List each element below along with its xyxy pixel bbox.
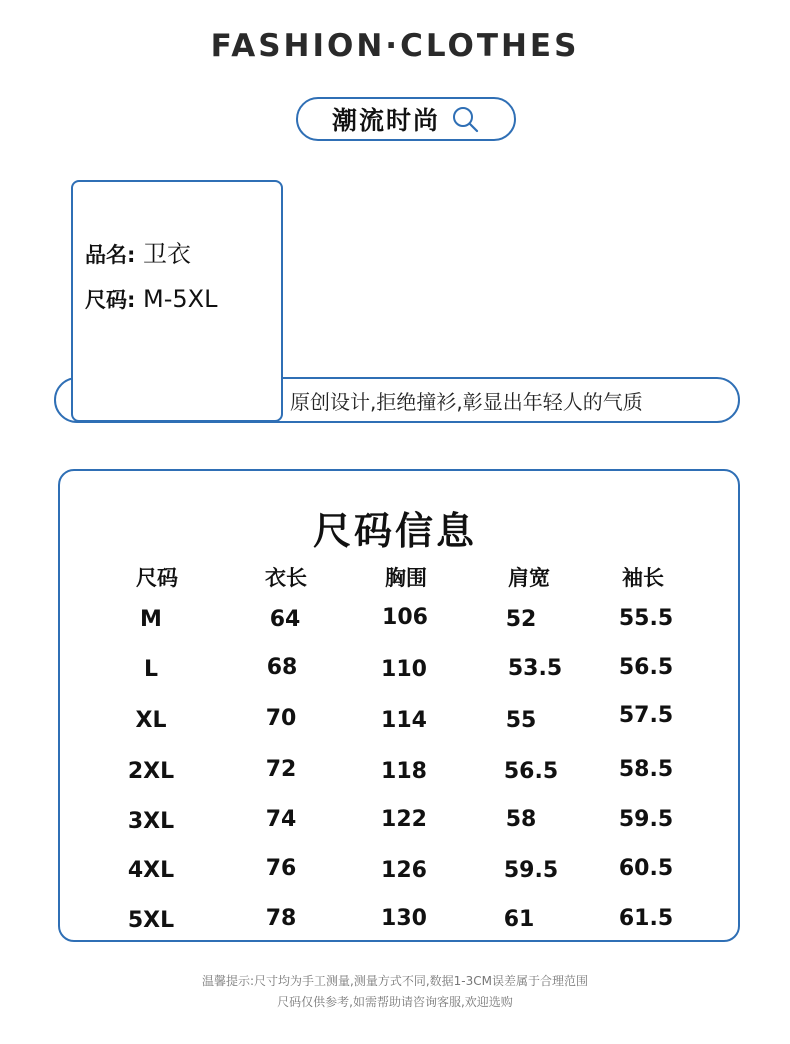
header-size: 尺码 — [136, 566, 178, 590]
product-size-key: 尺码: — [85, 288, 136, 312]
cell-chest: 118 — [381, 759, 427, 784]
cell-chest: 126 — [381, 858, 427, 883]
cell-sleeve: 57.5 — [618, 703, 674, 728]
cell-size: XL — [135, 708, 167, 733]
cell-size: 4XL — [127, 858, 175, 883]
cell-sleeve: 61.5 — [618, 906, 674, 931]
cell-size: 5XL — [127, 908, 175, 933]
cell-length: 68 — [266, 655, 298, 680]
cell-chest: 122 — [381, 807, 427, 832]
brand-title: FASHION·CLOTHES — [210, 28, 580, 64]
cell-size: M — [140, 607, 162, 632]
size-table-title: 尺码信息 — [312, 509, 477, 553]
cell-shoulder: 58 — [505, 807, 537, 832]
product-size-value: M-5XL — [143, 285, 218, 313]
cell-size: 2XL — [127, 759, 175, 784]
header-chest: 胸围 — [385, 566, 427, 590]
product-size-row — [85, 284, 218, 314]
header-length: 衣长 — [265, 566, 307, 590]
cell-sleeve: 56.5 — [618, 655, 674, 680]
cell-length: 64 — [269, 607, 301, 632]
cell-length: 78 — [265, 906, 297, 931]
slogan-text: 原创设计,拒绝撞衫,彰显出年轻人的气质 — [290, 390, 643, 414]
cell-sleeve: 60.5 — [618, 856, 674, 881]
product-name-row — [85, 234, 191, 269]
cell-shoulder: 52 — [505, 607, 537, 632]
search-icon — [450, 104, 480, 134]
cell-shoulder: 59.5 — [503, 858, 559, 883]
product-name-value: 卫衣 — [143, 240, 192, 268]
cell-length: 76 — [265, 856, 297, 881]
cell-chest: 130 — [381, 906, 427, 931]
cell-length: 74 — [265, 807, 297, 832]
cell-sleeve: 55.5 — [618, 606, 674, 631]
cell-shoulder: 61 — [503, 907, 535, 932]
pill-label: 潮流时尚 — [331, 106, 440, 135]
product-name-key: 品名: — [85, 243, 136, 267]
cell-chest: 110 — [381, 657, 427, 682]
product-info-card — [71, 180, 283, 422]
cell-size: 3XL — [127, 809, 175, 834]
header-sleeve: 袖长 — [622, 566, 664, 590]
footnote-line-2: 尺码仅供参考,如需帮助请咨询客服,欢迎选购 — [277, 995, 513, 1009]
cell-sleeve: 59.5 — [618, 807, 674, 832]
style-tag-pill — [296, 97, 516, 141]
header-shoulder: 肩宽 — [508, 566, 550, 590]
cell-sleeve: 58.5 — [618, 757, 674, 782]
cell-length: 72 — [265, 757, 297, 782]
cell-shoulder: 56.5 — [503, 759, 559, 784]
footnote-line-1: 温馨提示:尺寸均为手工测量,测量方式不同,数据1-3CM误差属于合理范围 — [201, 974, 588, 988]
cell-size: L — [143, 657, 159, 682]
cell-length: 70 — [265, 706, 297, 731]
cell-chest: 106 — [382, 605, 428, 630]
cell-chest: 114 — [381, 708, 427, 733]
cell-shoulder: 53.5 — [507, 656, 563, 681]
cell-shoulder: 55 — [505, 708, 537, 733]
